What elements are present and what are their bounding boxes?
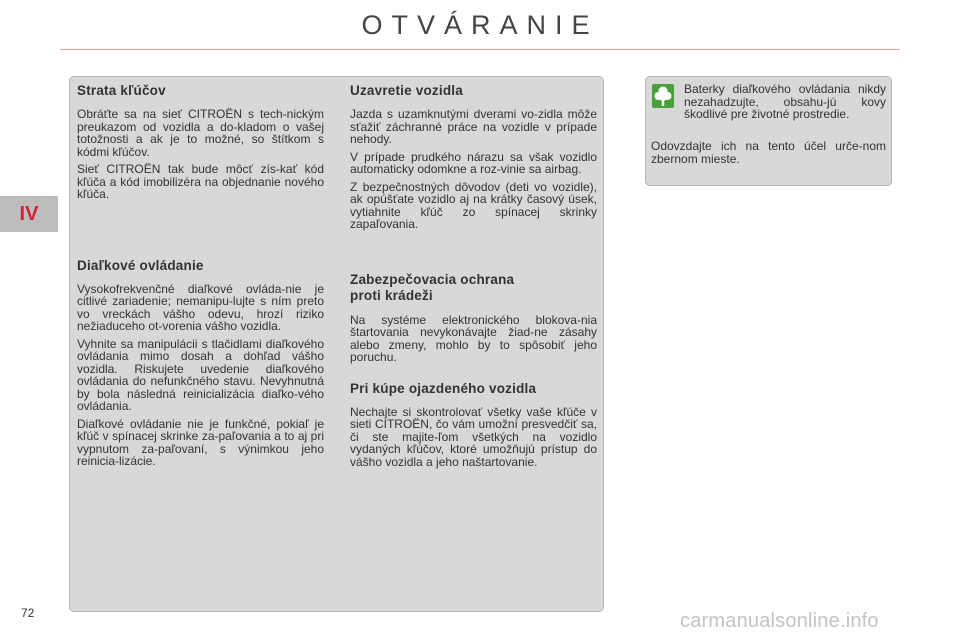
chapter-tab: IV	[0, 196, 58, 232]
paragraph: Diaľkové ovládanie nie je funkčné, pokiaľ je kľúč v spínacej skrinke za-paľovania a to aj pri vypnutom za-paľovaní, s výnimkou jeho reinicia-lizácie.	[77, 416, 324, 468]
eco-note-text: Odovzdajte ich na tento účel urče-nom zbernom mieste.	[651, 139, 886, 166]
section-heading-lost-keys: Strata kľúčov	[77, 83, 166, 98]
page-title: OTVÁRANIE	[361, 10, 599, 40]
section-heading-remote-control: Diaľkové ovládanie	[77, 257, 204, 273]
section-heading-used-car: Pri kúpe ojazdeného vozidla	[350, 380, 537, 396]
paragraph: Obráťte sa na sieť CITROËN s tech-nickým preukazom od vozidla a do-kladom o vašej totožnosti a ak je to možné, so štítkom s kódmi kľúčov.	[77, 107, 324, 159]
paragraph: Nechajte si skontrolovať všetky vaše kľúče v sieti CITROËN, čo vám umožní presvedčiť sa, či ste majite-ľom všetkých na vozidlo vydaných kľúčov, ktoré umožňujú prístup do vášho vozidla a jeho naštartovanie.	[350, 404, 597, 469]
paragraph: V prípade prudkého nárazu sa však vozidlo automaticky odomkne a roz-vinie sa airbag.	[350, 149, 597, 176]
tree-icon	[652, 84, 674, 108]
paragraph: Jazda s uzamknutými dverami vo-zidla môže sťažiť záchranné práce na vozidle v prípade nehody.	[350, 107, 597, 146]
main-content-box	[69, 76, 604, 612]
paragraph: Vyhnite sa manipulácii s tlačidlami diaľkového ovládania mimo dosah a dohľad vášho vozidla. Riskujete uvedenie diaľkového ovládania do nefunkčného stavu. Nevyhnutná by bola následná reinicializácia diaľko-vého ovládania.	[77, 336, 324, 413]
heading-line: proti krádeži	[350, 287, 433, 303]
section-heading-locking: Uzavretie vozidla	[350, 83, 463, 98]
right-column	[350, 83, 597, 473]
paragraph: Z bezpečnostných dôvodov (deti vo vozidle), ak opúšťate vozidlo aj na krátky časový úsek, vytiahnite kľúč zo spínacej skrinky zapaľovania.	[350, 179, 597, 231]
left-column	[77, 83, 324, 473]
heading-line: Zabezpečovacia ochrana	[350, 271, 515, 287]
eco-note-text: Baterky diaľkového ovládania nikdy nezahadzujte, obsahu-jú kovy škodlivé pre životné prostredie.	[684, 82, 886, 121]
watermark: carmanualsonline.info	[680, 610, 879, 632]
page-number: 72	[21, 606, 35, 620]
paragraph: Vysokofrekvenčné diaľkové ovláda-nie je citlivé zariadenie; nemanipu-lujte s ním preto vo vreckách vášho odevu, hrozí riziko nežiaduceho ot-vorenia vášho vozidla.	[77, 281, 324, 333]
eco-note-box	[645, 76, 892, 186]
title-divider	[60, 49, 900, 50]
paragraph: Na systéme elektronického blokova-nia štartovania nevykonávajte žiad-ne zásahy alebo zmeny, mohlo by to spôsobiť jeho poruchu.	[350, 312, 597, 364]
paragraph: Sieť CITROËN tak bude môcť zís-kať kód kľúča a kód imobilizéra na objednanie nového kľúča.	[77, 162, 324, 201]
section-heading-anti-theft	[350, 272, 597, 304]
